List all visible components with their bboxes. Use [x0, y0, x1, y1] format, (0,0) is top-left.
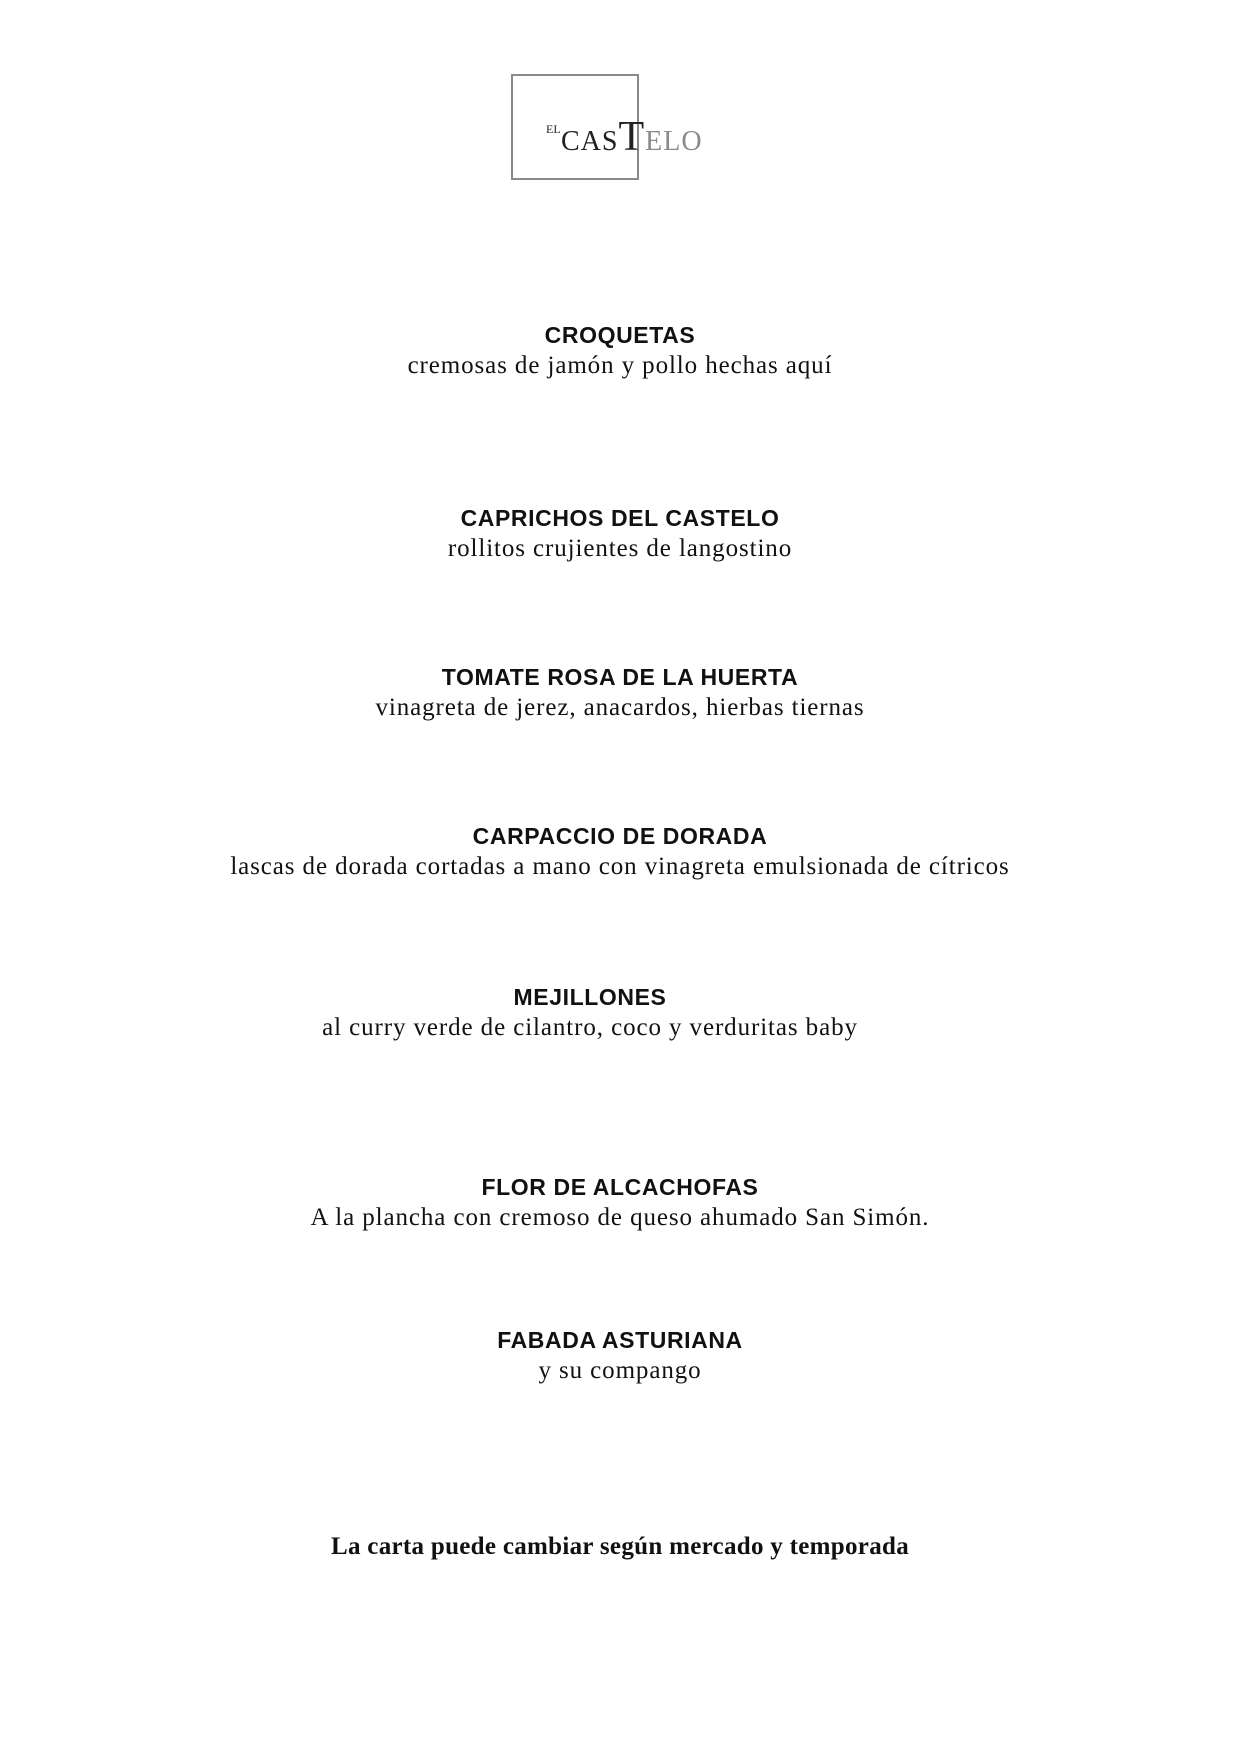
logo-word-part1: CAS: [561, 126, 619, 157]
dish-name: MEJILLONES: [513, 984, 667, 1010]
logo-word-part2: T: [618, 114, 646, 160]
menu-item-fabada: [0, 1325, 1240, 1387]
dish-description: cremosas de jamón y pollo hechas aquí: [407, 352, 833, 379]
dish-description: al curry verde de cilantro, coco y verduritas baby: [322, 1014, 858, 1041]
dish-name: FABADA ASTURIANA: [497, 1327, 743, 1353]
menu-footer-note: La carta puede cambiar según mercado y temporada: [330, 1533, 909, 1560]
menu-item-carpaccio: [0, 821, 1240, 883]
dish-name: FLOR DE ALCACHOFAS: [481, 1174, 759, 1200]
menu-item-croquetas: [0, 320, 1240, 382]
dish-description: y su compango: [538, 1357, 702, 1384]
restaurant-logo: [511, 74, 703, 180]
dish-name: TOMATE ROSA DE LA HUERTA: [441, 664, 799, 690]
menu-item-mejillones: [0, 982, 1180, 1044]
dish-description: rollitos crujientes de langostino: [447, 535, 793, 562]
menu-item-caprichos: [0, 503, 1240, 565]
dish-name: CAPRICHOS DEL CASTELO: [460, 505, 780, 531]
dish-description: lascas de dorada cortadas a mano con vinagreta emulsionada de cítricos: [230, 853, 1010, 880]
dish-description: vinagreta de jerez, anacardos, hierbas tiernas: [375, 694, 865, 721]
dish-name: CARPACCIO DE DORADA: [472, 823, 768, 849]
dish-description: A la plancha con cremoso de queso ahumado San Simón.: [310, 1204, 930, 1231]
logo-word-part3: ELO: [645, 126, 703, 157]
logo-wordmark: [561, 116, 703, 158]
logo-prefix: EL: [546, 122, 561, 136]
menu-item-alcachofas: [0, 1172, 1240, 1234]
dish-name: CROQUETAS: [544, 322, 696, 348]
menu-item-tomate: [0, 662, 1240, 724]
